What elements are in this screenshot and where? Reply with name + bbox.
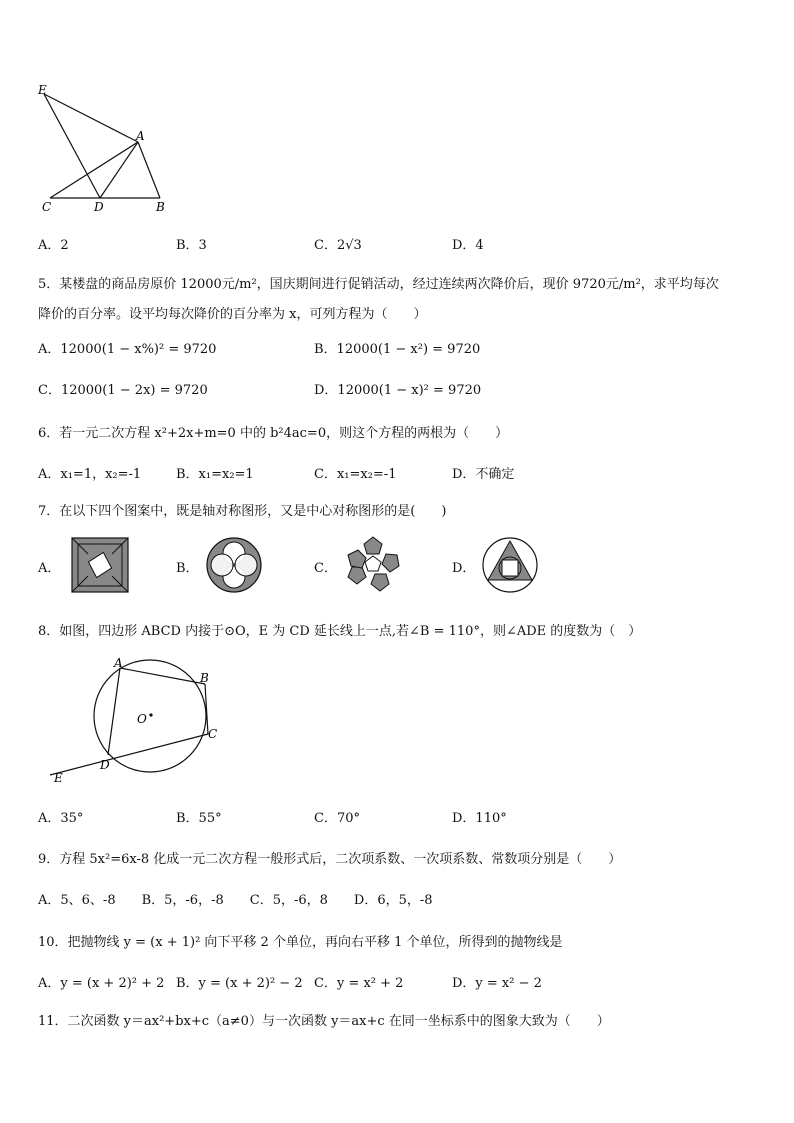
q5-option-d: D．12000(1 − x)² = 9720 xyxy=(314,383,482,398)
q4-option-b: B．3 xyxy=(176,238,207,253)
q7-option-d: D． xyxy=(452,561,476,576)
q6-option-b: B．x₁=x₂=1 xyxy=(176,467,254,482)
q9-text: 9．方程 5x²=6x-8 化成一元二次方程一般形式后，二次项系数、一次项系数、常数项分别是（ ） xyxy=(38,852,622,867)
q4-option-d: D．4 xyxy=(452,238,484,253)
q7-option-b: B． xyxy=(176,561,199,576)
q7-figure-d-circle-triangle-icon xyxy=(480,536,540,594)
q6-option-d: D．不确定 xyxy=(452,467,515,482)
q7-figure-c-pentagon-pattern-icon xyxy=(342,534,404,594)
q9-options: A．5、6、-8 B．5，-6，-8 C．5，-6，8 D．6，5，-8 xyxy=(38,893,433,908)
q8-option-a: A．35° xyxy=(38,811,84,826)
q7-text: 7．在以下四个图案中，既是轴对称图形，又是中心对称图形的是( ) xyxy=(38,504,447,519)
circle-label-O: O xyxy=(137,712,147,726)
q11-text: 11．二次函数 y＝ax²+bx+c（a≠0）与一次函数 y＝ax+c 在同一坐标系中的图象大致为（ ） xyxy=(38,1014,610,1029)
q7-option-c: C． xyxy=(314,561,337,576)
q5-text-line2: 降价的百分率。设平均每次降价的百分率为 x，可列方程为（ ） xyxy=(38,307,427,322)
q8-text: 8．如图，四边形 ABCD 内接于⊙O，E 为 CD 延长线上一点,若∠B = 110°，则∠ADE 的度数为（ ） xyxy=(38,624,642,639)
label-D: D xyxy=(94,200,104,214)
q7-figure-a-square-pattern-icon xyxy=(70,536,130,594)
circle-label-E: E xyxy=(54,771,63,785)
q5-option-b: B．12000(1 − x²) = 9720 xyxy=(314,342,481,357)
label-B: B xyxy=(156,200,165,214)
q10-option-d: D．y = x² − 2 xyxy=(452,976,542,991)
label-E: E xyxy=(38,83,47,97)
circle-label-D: D xyxy=(100,758,110,772)
q7-option-a: A． xyxy=(38,561,61,576)
q5-option-a: A．12000(1 − x%)² = 9720 xyxy=(38,342,217,357)
q5-option-c: C．12000(1 − 2x) = 9720 xyxy=(38,383,208,398)
q10-option-c: C．y = x² + 2 xyxy=(314,976,404,991)
q8-option-b: B．55° xyxy=(176,811,222,826)
q5-text-line1: 5．某楼盘的商品房原价 12000元/m²，国庆期间进行促销活动，经过连续两次降价后，现价 9720元/m²，求平均每次 xyxy=(38,277,719,292)
q8-circle-figure xyxy=(40,650,230,790)
q10-text: 10．把抛物线 y = (x + 1)² 向下平移 2 个单位，再向右平移 1 个单位，所得到的抛物线是 xyxy=(38,935,563,950)
q4-option-c-value: 2√3 xyxy=(336,238,362,253)
q8-option-c: C．70° xyxy=(314,811,360,826)
q6-option-a: A．x₁=1，x₂=-1 xyxy=(38,467,142,482)
q6-text: 6．若一元二次方程 x²+2x+m=0 中的 b²4ac=0，则这个方程的两根为（ ） xyxy=(38,426,509,441)
q10-option-a: A．y = (x + 2)² + 2 xyxy=(38,976,165,991)
q7-figure-b-circle-petals-icon xyxy=(204,536,264,594)
q10-option-b: B．y = (x + 2)² − 2 xyxy=(176,976,303,991)
triangle-figure xyxy=(30,80,180,220)
circle-label-B: B xyxy=(200,671,209,685)
label-A: A xyxy=(136,129,145,143)
label-C: C xyxy=(42,200,52,214)
circle-label-A: A xyxy=(114,656,123,670)
q6-option-c: C．x₁=x₂=-1 xyxy=(314,467,397,482)
q4-option-a: A．2 xyxy=(38,238,69,253)
q4-option-c xyxy=(314,234,362,253)
q4-option-c-prefix: C． xyxy=(314,238,337,253)
q8-option-d: D．110° xyxy=(452,811,507,826)
circle-label-C: C xyxy=(208,727,218,741)
